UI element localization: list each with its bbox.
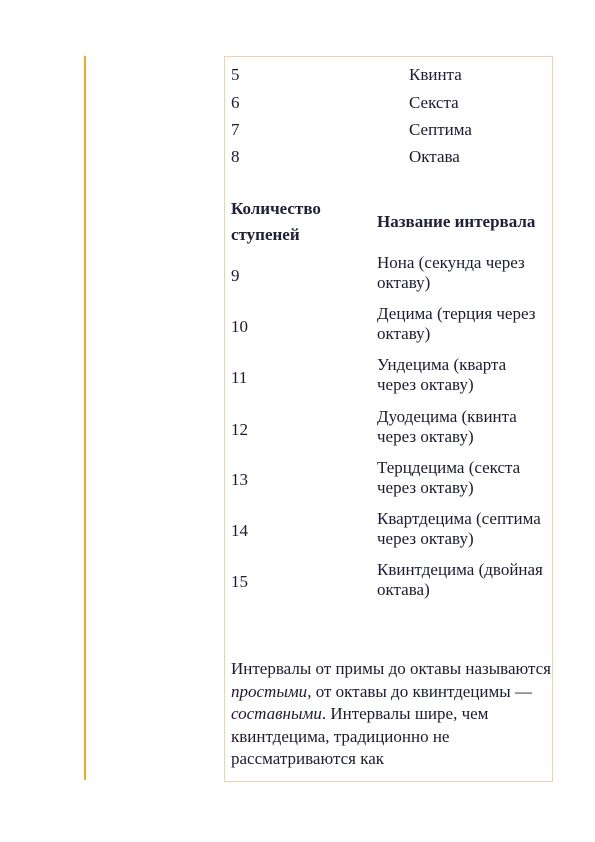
steps-cell: 9 — [231, 266, 240, 285]
interval-name-cell: Квинта — [409, 65, 462, 84]
interval-name-cell — [377, 458, 577, 498]
page-margin-line — [84, 56, 86, 780]
interval-name-line: Квинтдецима (двойная — [377, 560, 543, 579]
term-compound: составными — [231, 704, 322, 723]
interval-name-line: через октаву) — [377, 375, 474, 394]
steps-header-line1: Количество — [231, 199, 321, 218]
interval-name-cell — [377, 407, 577, 447]
paragraph-text: . Интервалы шире, чем квинтдецима, традиционно не рассматриваются как — [231, 704, 489, 768]
interval-name-line: Ундецима (кварта — [377, 355, 507, 374]
interval-name-line: через октаву) — [377, 478, 474, 497]
interval-name-cell — [377, 253, 577, 293]
steps-cell: 12 — [231, 420, 248, 439]
interval-name-cell — [377, 509, 577, 549]
interval-name-line: октаву) — [377, 324, 431, 343]
explanatory-paragraph — [231, 658, 561, 771]
paragraph-text: , от октавы до квинтдецимы — — [307, 681, 532, 701]
interval-name-cell: Секста — [409, 93, 459, 112]
interval-name-cell — [377, 304, 577, 344]
interval-name-line: октава) — [377, 580, 430, 599]
steps-header — [231, 196, 321, 248]
steps-cell: 10 — [231, 317, 248, 336]
paragraph-text: Интервалы от примы до октавы называются — [231, 659, 552, 678]
steps-cell: 11 — [231, 368, 248, 387]
steps-cell: 6 — [231, 93, 240, 112]
steps-cell: 8 — [231, 147, 240, 166]
interval-name-line: Нона (секунда через — [377, 253, 525, 272]
interval-name-line: через октаву) — [377, 427, 474, 446]
steps-cell: 14 — [231, 521, 248, 540]
interval-name-line: Дуодецима (квинта — [377, 407, 517, 426]
interval-name-cell — [377, 560, 577, 600]
interval-name-line: Терцдецима (секста — [377, 458, 521, 477]
interval-name-line: октаву) — [377, 273, 431, 292]
steps-cell: 13 — [231, 470, 248, 489]
interval-name-header: Название интервала — [377, 212, 536, 231]
interval-name-line: Квартдецима (септима — [377, 509, 541, 528]
steps-cell: 7 — [231, 120, 240, 139]
interval-name-line: Децима (терция через — [377, 304, 536, 323]
steps-cell: 5 — [231, 65, 240, 84]
term-simple: простыми — [231, 681, 308, 701]
steps-header-line2: ступеней — [231, 225, 300, 244]
interval-name-cell: Септима — [409, 120, 472, 139]
steps-cell: 15 — [231, 572, 248, 591]
interval-name-cell: Октава — [409, 147, 460, 166]
interval-name-cell — [377, 355, 577, 395]
interval-name-line: через октаву) — [377, 529, 474, 548]
